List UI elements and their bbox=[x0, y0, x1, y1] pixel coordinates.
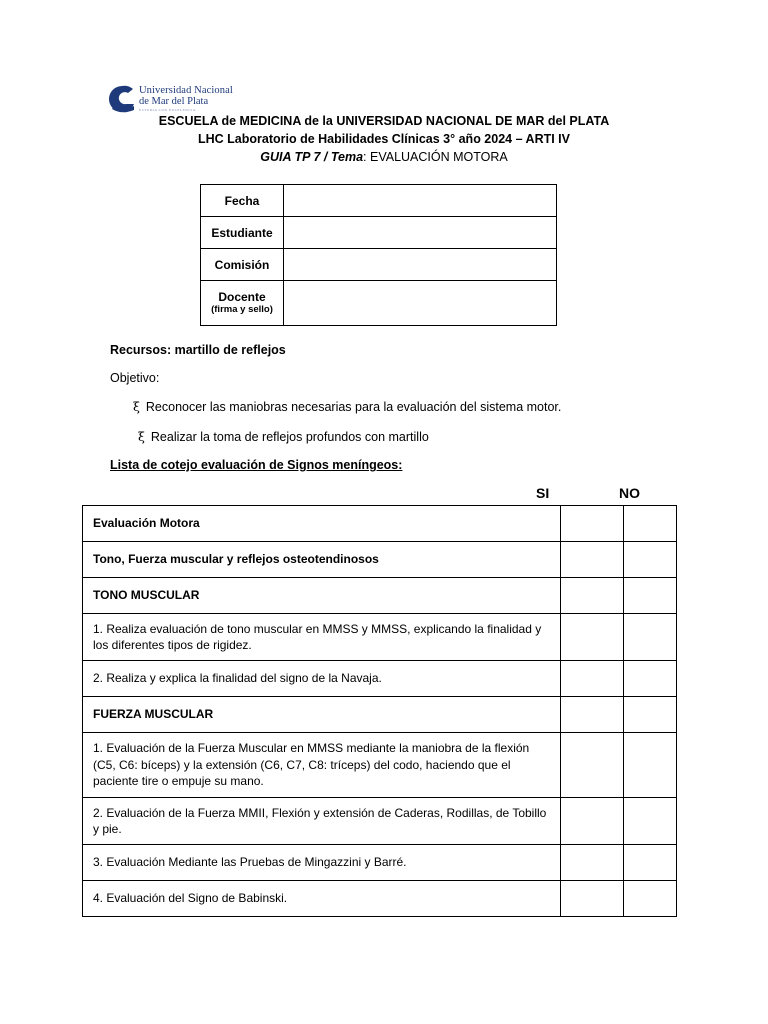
bullet-icon: ξ bbox=[138, 429, 145, 444]
si-cell[interactable] bbox=[561, 542, 624, 578]
checklist-item: 1. Realiza evaluación de tono muscular en MMSS y MMSS, explicando la finalidad y los diferentes tipos de rigidez. bbox=[83, 614, 561, 661]
table-row bbox=[83, 614, 677, 661]
table-row bbox=[83, 542, 677, 578]
table-row bbox=[83, 798, 677, 845]
column-si-header: SI bbox=[536, 485, 550, 501]
column-no-header: NO bbox=[619, 485, 640, 501]
no-cell[interactable] bbox=[624, 733, 677, 798]
checklist-table bbox=[82, 505, 677, 917]
docente-label-text: Docente bbox=[218, 290, 266, 304]
si-cell[interactable] bbox=[561, 506, 624, 542]
estudiante-field[interactable] bbox=[284, 217, 557, 249]
no-cell[interactable] bbox=[624, 697, 677, 733]
checklist-item: FUERZA MUSCULAR bbox=[83, 697, 561, 733]
si-cell[interactable] bbox=[561, 733, 624, 798]
table-row bbox=[83, 661, 677, 697]
logo-line-1: Universidad Nacional bbox=[139, 85, 233, 96]
no-cell[interactable] bbox=[624, 542, 677, 578]
no-cell[interactable] bbox=[624, 614, 677, 661]
no-cell[interactable] bbox=[624, 798, 677, 845]
student-info-table bbox=[200, 184, 557, 326]
si-cell[interactable] bbox=[561, 881, 624, 917]
comision-field[interactable] bbox=[284, 249, 557, 281]
objective-heading: Objetivo: bbox=[110, 371, 160, 385]
checklist-item: 4. Evaluación del Signo de Babinski. bbox=[83, 881, 561, 917]
table-row bbox=[83, 506, 677, 542]
header-lab: LHC Laboratorio de Habilidades Clínicas 3° año 2024 – ARTI IV bbox=[198, 132, 570, 146]
estudiante-label: Estudiante bbox=[201, 217, 284, 249]
table-row bbox=[83, 578, 677, 614]
checklist-item: 2. Evaluación de la Fuerza MMII, Flexión y extensión de Caderas, Rodillas, de Tobillo y pie. bbox=[83, 798, 561, 845]
si-cell[interactable] bbox=[561, 614, 624, 661]
header-guide-label: GUIA TP 7 / Tema bbox=[260, 150, 364, 164]
university-emblem-icon bbox=[108, 84, 136, 114]
table-row bbox=[83, 733, 677, 798]
no-cell[interactable] bbox=[624, 845, 677, 881]
university-logo bbox=[108, 84, 258, 116]
header-guide bbox=[0, 150, 768, 164]
objective-item-text: Reconocer las maniobras necesarias para la evaluación del sistema motor. bbox=[145, 400, 562, 414]
checklist-item: 2. Realiza y explica la finalidad del signo de la Navaja. bbox=[83, 661, 561, 697]
si-cell[interactable] bbox=[561, 661, 624, 697]
header-guide-topic: : EVALUACIÓN MOTORA bbox=[363, 150, 508, 164]
docente-field[interactable] bbox=[284, 281, 557, 326]
checklist-item: Evaluación Motora bbox=[83, 506, 561, 542]
checklist-item: 1. Evaluación de la Fuerza Muscular en MMSS mediante la maniobra de la flexión (C5, C6: bíceps) y la extensión (C6, C7, C8: tríceps) del codo, haciendo que el paciente tire o empuje su mano. bbox=[83, 733, 561, 798]
logo-tagline: ESTUDIA CON EXCELENCIA bbox=[139, 108, 196, 112]
table-row bbox=[83, 881, 677, 917]
checklist-title: Lista de cotejo evaluación de Signos meníngeos: bbox=[110, 458, 403, 472]
docente-sublabel: (firma y sello) bbox=[211, 304, 273, 315]
checklist-item: 3. Evaluación Mediante las Pruebas de Mingazzini y Barré. bbox=[83, 845, 561, 881]
comision-label: Comisión bbox=[201, 249, 284, 281]
checklist-item: Tono, Fuerza muscular y reflejos osteotendinosos bbox=[83, 542, 561, 578]
no-cell[interactable] bbox=[624, 881, 677, 917]
bullet-icon: ξ bbox=[133, 399, 140, 414]
si-cell[interactable] bbox=[561, 578, 624, 614]
no-cell[interactable] bbox=[624, 506, 677, 542]
no-cell[interactable] bbox=[624, 578, 677, 614]
header-school: ESCUELA de MEDICINA de la UNIVERSIDAD NACIONAL DE MAR del PLATA bbox=[158, 114, 610, 128]
logo-line-2: de Mar del Plata bbox=[139, 96, 209, 107]
table-row bbox=[83, 697, 677, 733]
fecha-field[interactable] bbox=[284, 185, 557, 217]
checklist-item: TONO MUSCULAR bbox=[83, 578, 561, 614]
fecha-label: Fecha bbox=[201, 185, 284, 217]
resources-line: Recursos: martillo de reflejos bbox=[110, 343, 286, 357]
no-cell[interactable] bbox=[624, 661, 677, 697]
objective-item-text: Realizar la toma de reflejos profundos con martillo bbox=[150, 430, 429, 444]
si-cell[interactable] bbox=[561, 697, 624, 733]
objective-item bbox=[138, 429, 429, 444]
table-row bbox=[83, 845, 677, 881]
docente-label bbox=[201, 281, 284, 326]
si-cell[interactable] bbox=[561, 798, 624, 845]
si-cell[interactable] bbox=[561, 845, 624, 881]
objective-item bbox=[133, 399, 561, 414]
